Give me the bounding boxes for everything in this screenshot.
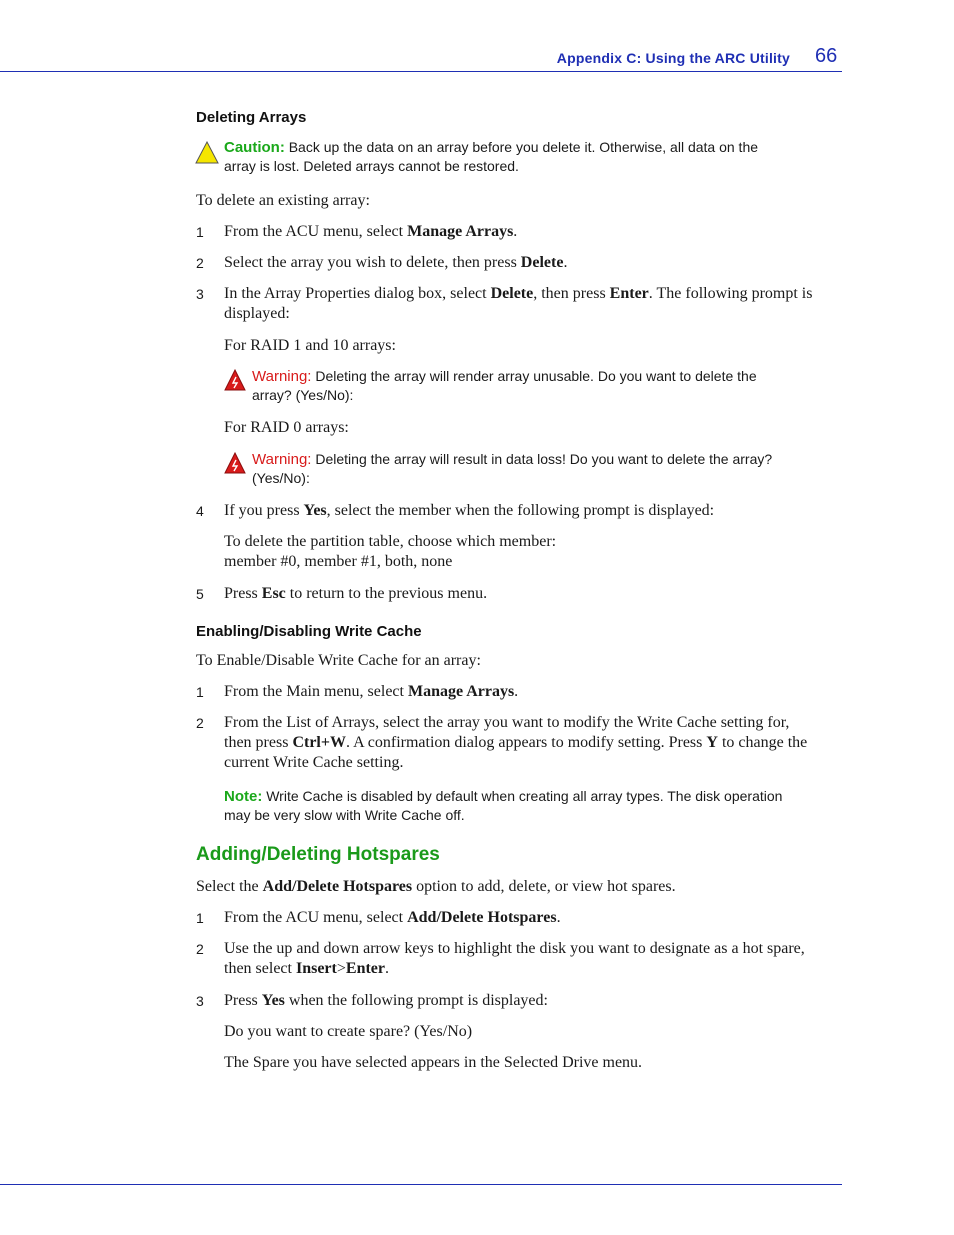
heading-deleting-arrays: Deleting Arrays (196, 109, 307, 126)
delete-step-5 (224, 584, 487, 604)
step-number: 2 (196, 255, 204, 271)
step-text: . (563, 254, 568, 271)
step-number: 1 (196, 224, 204, 240)
warning-label: Warning: (252, 451, 312, 468)
step-text: From the ACU menu, select (224, 909, 408, 926)
step-text: From the ACU menu, select (224, 223, 408, 240)
key-term: Delete (520, 254, 564, 271)
warning-text-line1: Deleting the array will result in data loss! Do you want to delete the array? (315, 451, 773, 467)
intro-text: option to add, delete, or view hot spares. (412, 878, 676, 895)
key-term: Ctrl+W (292, 734, 346, 751)
write-cache-intro: To Enable/Disable Write Cache for an array: (196, 652, 481, 669)
step-text: to return to the previous menu. (285, 585, 488, 602)
note-label: Note: (224, 788, 263, 805)
step-text: . (513, 223, 518, 240)
menu-term: Add/Delete Hotspares (407, 909, 557, 926)
key-term: Yes (261, 992, 285, 1009)
step-text: , select the member when the following prompt is displayed: (326, 502, 715, 519)
spare-result: The Spare you have selected appears in the Selected Drive menu. (224, 1054, 643, 1071)
warning-callout-raid1 (252, 367, 844, 405)
caution-triangle-icon (195, 141, 219, 164)
heading-hotspares: Adding/Deleting Hotspares (196, 844, 440, 865)
cache-step-2 (224, 713, 844, 773)
running-header: Appendix C: Using the ARC Utility (556, 50, 790, 66)
warning-triangle-icon (224, 369, 246, 391)
step-number: 1 (196, 910, 204, 926)
heading-write-cache: Enabling/Disabling Write Cache (196, 623, 422, 640)
caution-callout (224, 138, 844, 176)
step-text: , then press (533, 285, 610, 302)
warning-triangle-icon (224, 452, 246, 474)
step-number: 2 (196, 941, 204, 957)
hotspare-step-2 (224, 939, 844, 979)
warning-text-line2: (Yes/No): (252, 470, 310, 486)
hotspares-intro (196, 877, 676, 897)
note-text-line2: may be very slow with Write Cache off. (224, 807, 465, 823)
key-term: Esc (261, 585, 286, 602)
deleting-intro: To delete an existing array: (196, 192, 370, 209)
step-text: If you press (224, 502, 304, 519)
header-rule (0, 71, 842, 72)
note-text-line1: Write Cache is disabled by default when creating all array types. The disk operation (266, 788, 783, 804)
step-text: From the Main menu, select (224, 683, 408, 700)
key-term: Enter (345, 960, 385, 977)
key-term: Yes (303, 502, 327, 519)
prompt-line: To delete the partition table, choose which member: (224, 533, 557, 550)
hotspare-step-1 (224, 908, 561, 928)
step-text: Use the up and down arrow keys to highlight the disk you want to designate as a hot spare, (224, 940, 805, 957)
raid0-label: For RAID 0 arrays: (224, 419, 349, 436)
note-callout (224, 787, 844, 825)
step-text: . The following prompt is (648, 285, 813, 302)
step-number: 2 (196, 715, 204, 731)
delete-step-1 (224, 222, 517, 242)
page-number: 66 (815, 45, 838, 67)
menu-term: Add/Delete Hotspares (262, 878, 413, 895)
delete-step-2 (224, 253, 567, 273)
step-number: 1 (196, 684, 204, 700)
step-text: Press (224, 992, 262, 1009)
step-text: . A confirmation dialog appears to modify setting. Press (345, 734, 707, 751)
step-number: 5 (196, 586, 204, 602)
menu-term: Manage Arrays (407, 223, 514, 240)
member-prompt (224, 532, 556, 572)
cache-step-1 (224, 682, 518, 702)
step-text: Press (224, 585, 262, 602)
step-text: to change the (717, 734, 808, 751)
warning-text-line2: array? (Yes/No): (252, 387, 354, 403)
step-number: 4 (196, 503, 204, 519)
step-text: . (385, 960, 389, 977)
step-text: when the following prompt is displayed: (284, 992, 548, 1009)
key-term: Delete (490, 285, 534, 302)
step-text: In the Array Properties dialog box, select (224, 285, 491, 302)
step-text: then select (224, 960, 296, 977)
caution-label: Caution: (224, 139, 285, 156)
key-term: Enter (609, 285, 649, 302)
intro-text: Select the (196, 878, 263, 895)
caution-text-line1: Back up the data on an array before you delete it. Otherwise, all data on the (288, 139, 759, 155)
key-term: Insert (295, 960, 337, 977)
delete-step-4 (224, 501, 714, 521)
warning-callout-raid0 (252, 450, 852, 488)
step-text: Select the array you wish to delete, then press (224, 254, 521, 271)
step-text: . (514, 683, 519, 700)
step-text: From the List of Arrays, select the array you want to modify the Write Cache setting for, (224, 714, 790, 731)
step-text: displayed: (224, 305, 290, 322)
raid1-label: For RAID 1 and 10 arrays: (224, 337, 396, 354)
step-number: 3 (196, 993, 204, 1009)
prompt-line: member #0, member #1, both, none (224, 553, 453, 570)
warning-text-line1: Deleting the array will render array unusable. Do you want to delete the (315, 368, 757, 384)
delete-step-3 (224, 284, 844, 324)
step-text: current Write Cache setting. (224, 754, 404, 771)
step-text: > (336, 960, 346, 977)
spare-prompt: Do you want to create spare? (Yes/No) (224, 1023, 473, 1040)
key-term: Y (706, 734, 718, 751)
step-text: then press (224, 734, 293, 751)
warning-label: Warning: (252, 368, 312, 385)
step-number: 3 (196, 286, 204, 302)
footer-rule (0, 1184, 842, 1185)
hotspare-step-3 (224, 991, 548, 1011)
step-text: . (556, 909, 561, 926)
caution-text-line2: array is lost. Deleted arrays cannot be restored. (224, 158, 519, 174)
menu-term: Manage Arrays (407, 683, 515, 700)
